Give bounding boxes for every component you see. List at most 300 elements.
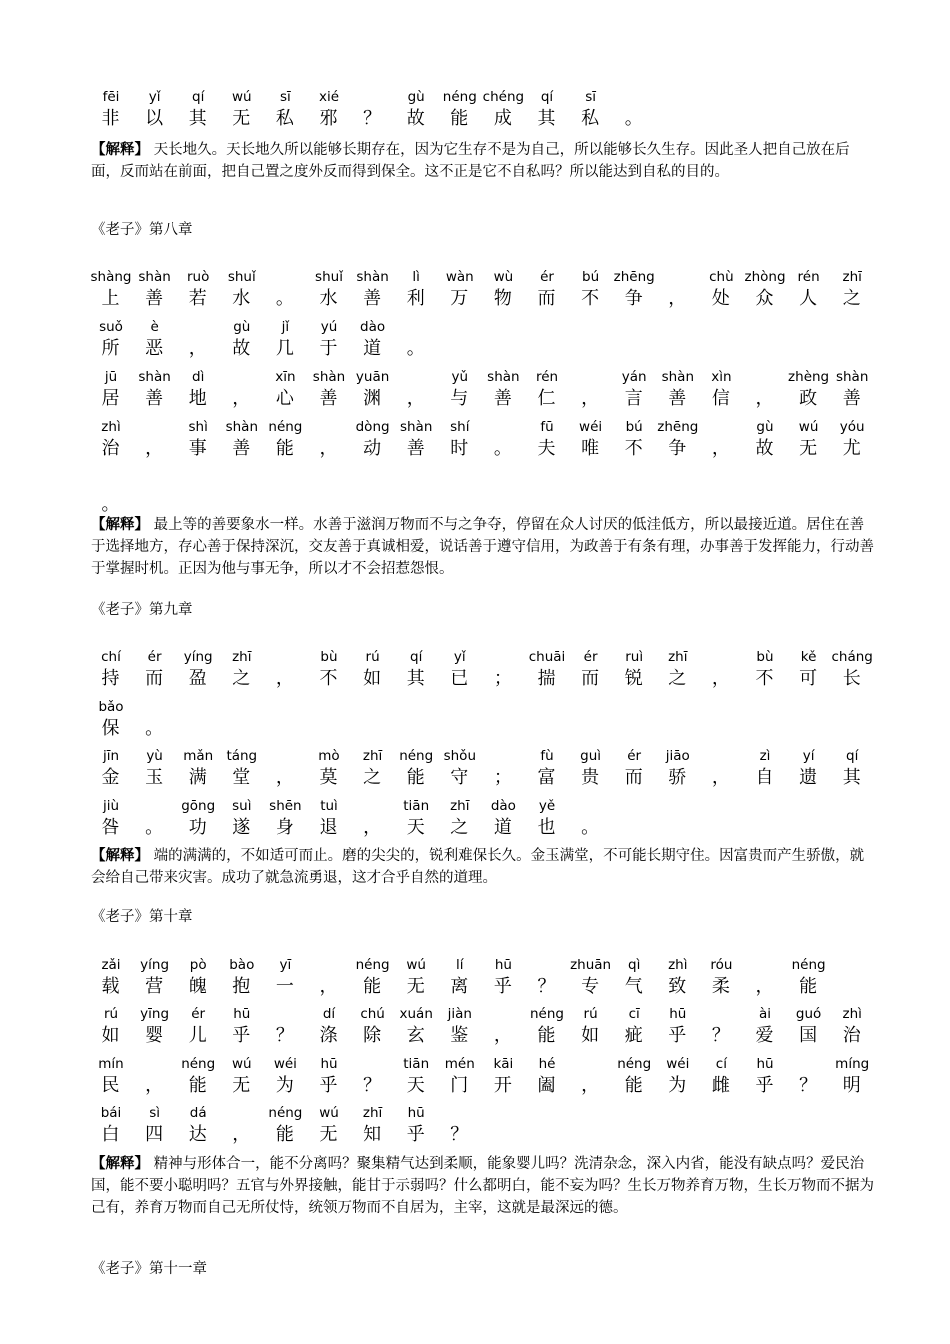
pinyin-syllable: qí <box>540 89 554 105</box>
hanzi-char: 道 <box>363 338 383 359</box>
pinyin-syllable: ér <box>540 269 554 285</box>
pinyin-syllable: bǎo <box>98 699 124 715</box>
hanzi-char: 盈 <box>188 668 208 689</box>
hanzi-char: 满 <box>188 767 208 788</box>
hanzi-char: 民 <box>101 1075 121 1096</box>
hanzi-char: 而 <box>537 288 557 309</box>
punctuation-mark: ？ <box>711 1025 731 1046</box>
pinyin-syllable: wú <box>406 957 426 973</box>
hanzi-char: 如 <box>363 668 383 689</box>
pinyin-syllable: zì <box>759 748 771 764</box>
hanzi-char: 涤 <box>319 1025 339 1046</box>
punctuation-mark: ， <box>711 767 731 788</box>
punctuation-mark: ， <box>363 817 383 838</box>
hanzi-char: 事 <box>188 438 208 459</box>
pinyin-syllable: zǎi <box>101 957 121 973</box>
pinyin-syllable: jiàn <box>447 1006 472 1022</box>
explanation-ch10 <box>91 1153 877 1219</box>
punctuation-mark: ， <box>668 288 688 309</box>
pinyin-syllable: chí <box>101 649 121 665</box>
hanzi-char: 善 <box>493 388 513 409</box>
pinyin-syllable: jiù <box>102 798 120 814</box>
chapter-heading-9: 《老子》第九章 <box>91 602 193 618</box>
pinyin-syllable: rú <box>365 649 380 665</box>
pinyin-syllable: ér <box>583 649 598 665</box>
punctuation-mark: ， <box>406 388 426 409</box>
hanzi-char: 能 <box>624 1075 644 1096</box>
hanzi-char: 之 <box>232 668 252 689</box>
pinyin-syllable: bú <box>582 269 600 285</box>
hanzi-char: 天 <box>406 1075 426 1096</box>
pinyin-syllable: wú <box>231 89 252 105</box>
pinyin-syllable: néng <box>355 957 390 973</box>
punctuation-mark: ？ <box>275 1025 295 1046</box>
hanzi-char: 故 <box>755 438 775 459</box>
pinyin-syllable: sì <box>149 1105 160 1121</box>
pinyin-syllable: suǒ <box>99 319 123 335</box>
pinyin-syllable: yī <box>279 957 292 973</box>
hanzi-char: 乎 <box>493 976 513 997</box>
pinyin-syllable: gù <box>233 319 251 335</box>
pinyin-syllable: jiāo <box>665 748 690 764</box>
pinyin-syllable: ruò <box>187 269 210 285</box>
pinyin-syllable: bú <box>625 419 643 435</box>
pinyin-syllable: wú <box>798 419 819 435</box>
hanzi-char: 争 <box>668 438 688 459</box>
hanzi-char: 载 <box>101 976 121 997</box>
pinyin-syllable: cháng <box>831 649 873 665</box>
pinyin-syllable: guó <box>795 1006 822 1022</box>
hanzi-char: 善 <box>842 388 862 409</box>
pinyin-syllable: róu <box>710 957 733 973</box>
hanzi-char: 万 <box>450 288 470 309</box>
hanzi-char: 无 <box>406 976 426 997</box>
hanzi-char: 之 <box>450 817 470 838</box>
pinyin-syllable: qí <box>192 89 205 105</box>
hanzi-char: 莫 <box>319 767 339 788</box>
hanzi-char: 善 <box>232 438 252 459</box>
pinyin-syllable: yú <box>320 319 338 335</box>
hanzi-char: 善 <box>145 288 165 309</box>
hanzi-char: 夫 <box>537 438 557 459</box>
pinyin-syllable: qì <box>628 957 641 973</box>
punctuation-mark: ， <box>581 388 601 409</box>
pinyin-syllable: rú <box>583 1006 598 1022</box>
punctuation-mark: ， <box>188 338 208 359</box>
hanzi-char: 自 <box>755 767 775 788</box>
pinyin-syllable: mǎn <box>183 748 214 764</box>
hanzi-char: 守 <box>450 767 470 788</box>
pinyin-syllable: chú <box>360 1006 385 1022</box>
hanzi-char: 揣 <box>537 668 557 689</box>
punctuation-mark: 。 <box>406 338 426 359</box>
hanzi-char: 善 <box>145 388 165 409</box>
punctuation-mark: ； <box>493 668 513 689</box>
punctuation-mark: ？ <box>537 976 557 997</box>
pinyin-syllable: yǐ <box>453 649 466 665</box>
hanzi-char: 富 <box>537 767 557 788</box>
hanzi-char: 不 <box>624 438 644 459</box>
pinyin-syllable: néng <box>181 1056 216 1072</box>
hanzi-char: 遂 <box>232 817 252 838</box>
pinyin-syllable: lì <box>412 269 420 285</box>
hanzi-char: 离 <box>450 976 470 997</box>
pinyin-syllable: zhèng <box>788 369 830 385</box>
hanzi-char: 之 <box>842 288 862 309</box>
pinyin-syllable: wú <box>319 1105 339 1121</box>
explanation-text: 端的满满的，不如适可而止。磨的尖尖的，锐利难保长久。金玉满堂，不可能长期守住。因富贵而产生骄傲，就会给自己带来灾害。成功了就急流勇退，这才合乎自然的道理。 <box>91 848 865 886</box>
hanzi-char: 私 <box>581 108 601 129</box>
pinyin-syllable: néng <box>399 748 434 764</box>
explanation-text: 最上等的善要象水一样。水善于滋润万物而不与之争夺，停留在众人讨厌的低洼低方，所以最接近道。居住在善于选择地方，存心善于保持深沉，交友善于真诚相爱，说话善于遵守信用，为政善于有条有理，办事善于发挥能力，行动善于掌握时机。正因为他与事无争，所以才不会招惹怨恨。 <box>91 517 874 577</box>
pinyin-syllable: dòng <box>355 419 390 435</box>
punctuation-mark: ， <box>319 438 339 459</box>
hanzi-char: 言 <box>624 388 644 409</box>
pinyin-syllable: tiān <box>403 1056 430 1072</box>
hanzi-char: 鉴 <box>450 1025 470 1046</box>
hanzi-char: 乎 <box>232 1025 252 1046</box>
chapter-heading-11: 《老子》第十一章 <box>91 1261 207 1277</box>
pinyin-syllable: shàng <box>90 269 132 285</box>
hanzi-char: 上 <box>101 288 121 309</box>
hanzi-char: 其 <box>188 108 208 129</box>
pinyin-syllable: suì <box>232 798 252 814</box>
hanzi-char: 其 <box>406 668 426 689</box>
hanzi-char: 乎 <box>755 1075 775 1096</box>
pinyin-syllable: zhēng <box>613 269 655 285</box>
hanzi-char: 能 <box>188 1075 208 1096</box>
pinyin-syllable: jǐ <box>281 319 290 335</box>
pinyin-syllable: hū <box>320 1056 338 1072</box>
pinyin-syllable: wéi <box>273 1056 297 1072</box>
pinyin-syllable: yǔ <box>451 369 469 385</box>
pinyin-syllable: xìn <box>711 369 732 385</box>
hanzi-char: 天 <box>406 817 426 838</box>
punctuation-mark: 。 <box>493 438 513 459</box>
hanzi-char: 雌 <box>711 1075 731 1096</box>
hanzi-char: 唯 <box>581 438 601 459</box>
punctuation-mark: 。 <box>101 494 121 515</box>
pinyin-syllable: pò <box>189 957 207 973</box>
pinyin-syllable: yí <box>802 748 815 764</box>
hanzi-char: 之 <box>363 767 383 788</box>
hanzi-char: 私 <box>275 108 295 129</box>
hanzi-char: 无 <box>799 438 819 459</box>
pinyin-syllable: yíng <box>183 649 213 665</box>
hanzi-char: 为 <box>668 1075 688 1096</box>
pinyin-syllable: wù <box>493 269 514 285</box>
pinyin-syllable: ér <box>191 1006 206 1022</box>
punctuation-mark: ？ <box>363 108 383 129</box>
pinyin-syllable: kě <box>800 649 817 665</box>
pinyin-syllable: xié <box>318 89 340 105</box>
hanzi-char: 玉 <box>145 767 165 788</box>
pinyin-syllable: mò <box>318 748 340 764</box>
hanzi-char: 疵 <box>624 1025 644 1046</box>
pinyin-syllable: kāi <box>493 1056 514 1072</box>
pinyin-syllable: sī <box>279 89 291 105</box>
pinyin-syllable: shàn <box>225 419 258 435</box>
hanzi-char: 尤 <box>842 438 862 459</box>
pinyin-syllable: mín <box>98 1056 124 1072</box>
hanzi-char: 故 <box>232 338 252 359</box>
pinyin-syllable: rén <box>535 369 559 385</box>
hanzi-char: 能 <box>450 108 470 129</box>
hanzi-char: 阖 <box>537 1075 557 1096</box>
chapter-heading-10: 《老子》第十章 <box>91 909 193 925</box>
hanzi-char: 为 <box>275 1075 295 1096</box>
pinyin-syllable: wéi <box>579 419 603 435</box>
pinyin-syllable: cí <box>715 1056 727 1072</box>
pinyin-syllable: jū <box>104 369 118 385</box>
hanzi-char: 婴 <box>145 1025 165 1046</box>
pinyin-syllable: shǒu <box>443 748 476 764</box>
pinyin-syllable: hū <box>494 957 512 973</box>
hanzi-char: 众 <box>755 288 775 309</box>
hanzi-char: 居 <box>101 388 121 409</box>
hanzi-char: 信 <box>711 388 731 409</box>
explanation-ch7 <box>91 139 877 183</box>
pinyin-syllable: míng <box>835 1056 870 1072</box>
hanzi-char: 善 <box>668 388 688 409</box>
pinyin-syllable: shuǐ <box>315 269 343 285</box>
pinyin-syllable: néng <box>530 1006 564 1022</box>
hanzi-char: 能 <box>406 767 426 788</box>
explanation-label: 【解释】 <box>91 142 149 158</box>
hanzi-char: 达 <box>188 1124 208 1145</box>
pinyin-syllable: cī <box>628 1006 640 1022</box>
pinyin-syllable: yóu <box>839 419 865 435</box>
hanzi-char: 金 <box>101 767 121 788</box>
pinyin-syllable: néng <box>442 89 477 105</box>
hanzi-char: 而 <box>581 668 601 689</box>
hanzi-char: 专 <box>581 976 601 997</box>
hanzi-char: 不 <box>319 668 339 689</box>
pinyin-syllable: shàn <box>661 369 694 385</box>
pinyin-syllable: hū <box>407 1105 425 1121</box>
pinyin-syllable: bù <box>756 649 774 665</box>
pinyin-syllable: mén <box>444 1056 475 1072</box>
hanzi-char: 门 <box>450 1075 470 1096</box>
hanzi-char: 贵 <box>581 767 601 788</box>
punctuation-mark: 。 <box>624 108 644 129</box>
punctuation-mark: ， <box>319 976 339 997</box>
pinyin-syllable: fù <box>540 748 554 764</box>
pinyin-syllable: shàn <box>312 369 346 385</box>
hanzi-char: 所 <box>101 338 121 359</box>
pinyin-syllable: shàn <box>138 269 171 285</box>
pinyin-syllable: dí <box>322 1006 336 1022</box>
pinyin-syllable: shàn <box>399 419 433 435</box>
hanzi-char: 其 <box>537 108 557 129</box>
pinyin-syllable: néng <box>268 419 303 435</box>
pinyin-syllable: zhī <box>668 649 688 665</box>
hanzi-char: 如 <box>101 1025 121 1046</box>
punctuation-mark: ， <box>711 668 731 689</box>
hanzi-char: 之 <box>668 668 688 689</box>
hanzi-char: 身 <box>275 817 295 838</box>
hanzi-char: 渊 <box>363 388 383 409</box>
punctuation-mark: ， <box>275 668 295 689</box>
hanzi-char: 已 <box>450 668 470 689</box>
pinyin-syllable: shàn <box>487 369 520 385</box>
pinyin-syllable: wú <box>231 1056 252 1072</box>
pinyin-syllable: yíng <box>140 957 170 973</box>
hanzi-char: 处 <box>711 288 731 309</box>
pinyin-syllable: zhēng <box>657 419 699 435</box>
pinyin-syllable: néng <box>791 957 826 973</box>
punctuation-mark: ， <box>755 976 775 997</box>
hanzi-char: 水 <box>319 288 339 309</box>
punctuation-mark: ， <box>493 1025 513 1046</box>
hanzi-char: 功 <box>188 817 208 838</box>
pinyin-syllable: ér <box>147 649 162 665</box>
pinyin-syllable: zhī <box>232 649 252 665</box>
hanzi-char: 能 <box>537 1025 557 1046</box>
pinyin-syllable: fū <box>540 419 554 435</box>
punctuation-mark: ； <box>493 767 513 788</box>
hanzi-char: 如 <box>581 1025 601 1046</box>
punctuation-mark: ， <box>275 767 295 788</box>
pinyin-syllable: gōng <box>181 798 216 814</box>
pinyin-syllable: zhuān <box>570 957 612 973</box>
hanzi-char: 治 <box>842 1025 862 1046</box>
hanzi-char: 治 <box>101 438 121 459</box>
hanzi-char: 以 <box>145 108 165 129</box>
explanation-ch8 <box>91 514 877 580</box>
hanzi-char: 恶 <box>145 338 165 359</box>
pinyin-syllable: chuāi <box>528 649 566 665</box>
explanation-ch9 <box>91 845 877 889</box>
pinyin-syllable: zhī <box>362 1105 383 1121</box>
hanzi-char: 退 <box>319 817 339 838</box>
hanzi-char: 一 <box>275 976 295 997</box>
hanzi-char: 魄 <box>188 976 208 997</box>
pinyin-syllable: lí <box>456 957 464 973</box>
pinyin-syllable: shuǐ <box>227 269 256 285</box>
hanzi-char: 无 <box>232 108 252 129</box>
hanzi-char: 故 <box>406 108 426 129</box>
hanzi-char: 国 <box>799 1025 819 1046</box>
hanzi-char: 也 <box>537 817 557 838</box>
hanzi-char: 玄 <box>406 1025 426 1046</box>
hanzi-char: 保 <box>101 718 121 739</box>
hanzi-char: 水 <box>232 288 252 309</box>
hanzi-char: 持 <box>101 668 121 689</box>
pinyin-syllable: shì <box>188 419 208 435</box>
pinyin-syllable: ài <box>758 1006 772 1022</box>
hanzi-char: 乎 <box>319 1075 339 1096</box>
pinyin-syllable: dào <box>360 319 386 335</box>
hanzi-char: 地 <box>188 388 208 409</box>
pinyin-syllable: ér <box>627 748 642 764</box>
pinyin-syllable: yǐ <box>148 89 161 105</box>
hanzi-char: 爱 <box>755 1025 775 1046</box>
pinyin-syllable: néng <box>617 1056 652 1072</box>
hanzi-char: 堂 <box>232 767 252 788</box>
pinyin-syllable: zhī <box>842 269 862 285</box>
pinyin-syllable: hū <box>756 1056 774 1072</box>
punctuation-mark: ？ <box>799 1075 819 1096</box>
hanzi-char: 利 <box>406 288 426 309</box>
pinyin-syllable: guì <box>580 748 602 764</box>
pinyin-syllable: sī <box>585 89 596 105</box>
hanzi-char: 长 <box>842 668 862 689</box>
hanzi-char: 而 <box>145 668 165 689</box>
pinyin-syllable: xīn <box>275 369 296 385</box>
hanzi-char: 其 <box>842 767 862 788</box>
pinyin-syllable: zhī <box>362 748 383 764</box>
hanzi-char: 乎 <box>406 1124 426 1145</box>
pinyin-syllable: tiān <box>403 798 430 814</box>
punctuation-mark: 。 <box>581 817 601 838</box>
hanzi-char: 心 <box>275 388 295 409</box>
pinyin-syllable: zhòng <box>744 269 786 285</box>
hanzi-char: 抱 <box>232 976 252 997</box>
hanzi-char: 时 <box>450 438 470 459</box>
pinyin-syllable: xuán <box>399 1006 433 1022</box>
hanzi-char: 邪 <box>319 108 339 129</box>
hanzi-char: 白 <box>101 1124 121 1145</box>
hanzi-char: 物 <box>493 288 513 309</box>
pinyin-syllable: ruì <box>625 649 644 665</box>
pinyin-syllable: shēn <box>269 798 302 814</box>
hanzi-char: 骄 <box>668 767 688 788</box>
punctuation-mark: ， <box>145 438 165 459</box>
hanzi-char: 政 <box>799 388 819 409</box>
pinyin-syllable: néng <box>268 1105 303 1121</box>
punctuation-mark: ， <box>232 388 252 409</box>
hanzi-char: 乎 <box>668 1025 688 1046</box>
hanzi-char: 柔 <box>711 976 731 997</box>
hanzi-char: 致 <box>668 976 688 997</box>
punctuation-mark: 。 <box>145 718 165 739</box>
pinyin-syllable: yù <box>146 748 163 764</box>
punctuation-mark: ？ <box>450 1124 470 1145</box>
hanzi-char: 与 <box>450 388 470 409</box>
pinyin-syllable: jīn <box>102 748 120 764</box>
hanzi-char: 不 <box>581 288 601 309</box>
hanzi-char: 仁 <box>537 388 557 409</box>
pinyin-syllable: wéi <box>666 1056 690 1072</box>
pinyin-syllable: gù <box>407 89 425 105</box>
pinyin-syllable: táng <box>226 748 258 764</box>
pinyin-syllable: yīng <box>140 1006 170 1022</box>
explanation-label: 【解释】 <box>91 517 149 533</box>
punctuation-mark: ？ <box>363 1075 383 1096</box>
pinyin-syllable: hū <box>233 1006 251 1022</box>
pinyin-syllable: hū <box>669 1006 687 1022</box>
hanzi-char: 不 <box>755 668 775 689</box>
pinyin-syllable: zhì <box>842 1006 862 1022</box>
chapter-heading-8: 《老子》第八章 <box>91 222 193 238</box>
pinyin-syllable: zhì <box>668 957 688 973</box>
pinyin-syllable: dá <box>189 1105 207 1121</box>
hanzi-char: 四 <box>145 1124 165 1145</box>
pinyin-syllable: dào <box>490 798 516 814</box>
hanzi-char: 善 <box>319 388 339 409</box>
pinyin-syllable: qí <box>410 649 423 665</box>
hanzi-char: 能 <box>363 976 383 997</box>
punctuation-mark: ， <box>755 388 775 409</box>
pinyin-syllable: gù <box>756 419 774 435</box>
hanzi-char: 能 <box>275 438 295 459</box>
hanzi-char: 争 <box>624 288 644 309</box>
hanzi-char: 而 <box>624 767 644 788</box>
hanzi-char: 道 <box>493 817 513 838</box>
pinyin-syllable: chéng <box>482 89 525 105</box>
pinyin-syllable: shí <box>450 419 470 435</box>
